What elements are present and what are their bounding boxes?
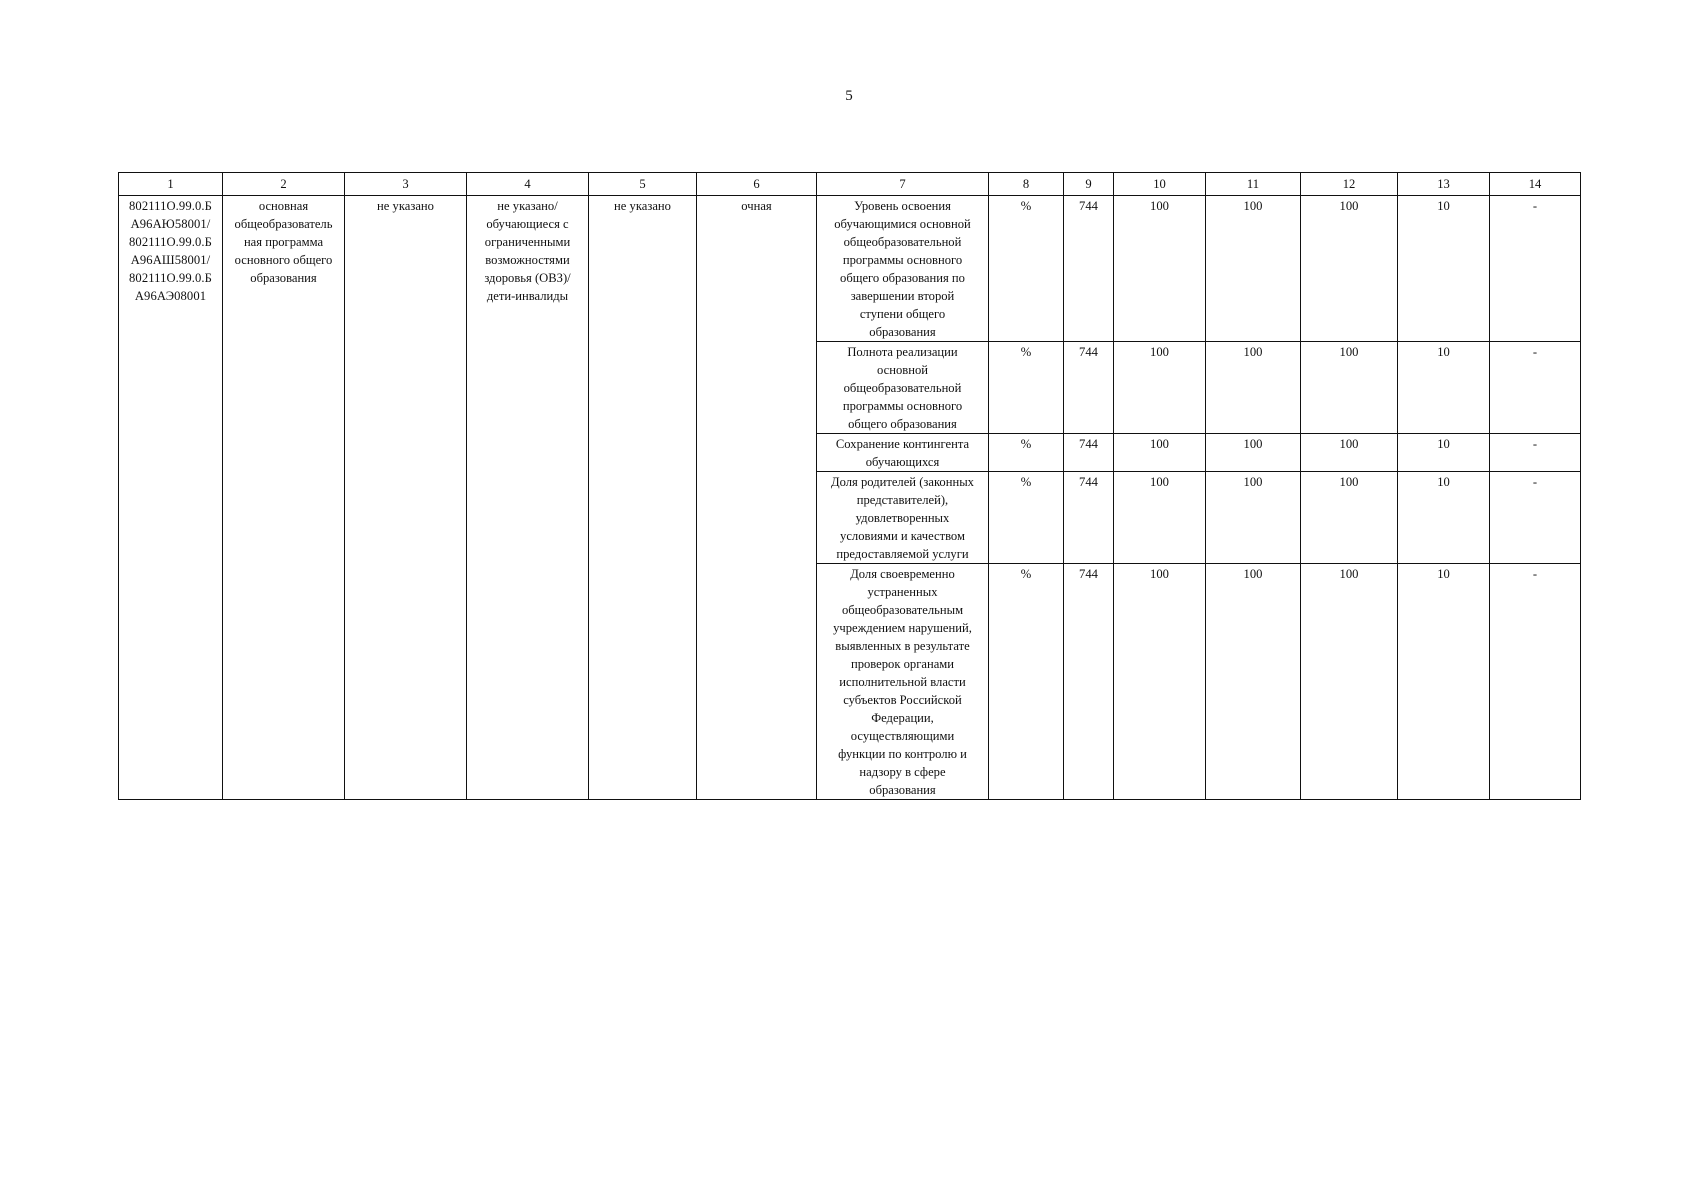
indicator-name-cell	[817, 342, 989, 434]
indicator-name-line: проверок органами	[850, 657, 955, 671]
indicator-name-line: завершении второй	[850, 289, 955, 303]
value-cell: 100	[1301, 342, 1398, 434]
value-cell: 100	[1206, 342, 1301, 434]
column-3-cell: не указано	[345, 196, 467, 800]
value-cell: 100	[1114, 342, 1206, 434]
indicator-name-cell	[817, 434, 989, 472]
unit-cell: %	[989, 564, 1064, 800]
indicator-name-line: Полнота реализации	[847, 345, 958, 359]
column-number: 13	[1398, 173, 1490, 196]
indicator-name-line: устраненных	[867, 585, 938, 599]
indicator-name-line: программы основного	[842, 253, 963, 267]
value-cell: 100	[1114, 472, 1206, 564]
program-line: ная программа	[243, 235, 324, 249]
registry-code-line: 802111О.99.0.Б	[129, 199, 212, 213]
column-number: 8	[989, 173, 1064, 196]
indicator-name-line: Доля родителей (законных	[831, 475, 974, 489]
column-14-cell: -	[1490, 196, 1581, 342]
column-number: 4	[467, 173, 589, 196]
indicator-name-line: ступени общего	[859, 307, 946, 321]
indicator-name-line: выявленных в результате	[835, 639, 970, 653]
program-cell	[223, 196, 345, 800]
indicator-name-line: основной	[877, 363, 928, 377]
column-5-cell: не указано	[589, 196, 697, 800]
column-number: 5	[589, 173, 697, 196]
unit-cell: %	[989, 342, 1064, 434]
indicator-name-line: Сохранение контингента	[835, 437, 970, 451]
form-cell: очная	[697, 196, 817, 800]
indicators-table	[118, 172, 1581, 800]
column-number: 11	[1206, 173, 1301, 196]
column-number: 12	[1301, 173, 1398, 196]
indicator-name-line: общего образования	[848, 417, 957, 431]
program-line: основная	[258, 199, 309, 213]
registry-code-line: А96АЭ08001	[134, 289, 207, 303]
category-line: возможностями	[485, 253, 570, 267]
registry-code-line: А96АШ58001/	[130, 253, 211, 267]
value-cell: 100	[1301, 564, 1398, 800]
unit-cell: %	[989, 472, 1064, 564]
column-number: 6	[697, 173, 817, 196]
okei-cell: 744	[1064, 342, 1114, 434]
value-cell: 100	[1114, 564, 1206, 800]
program-line: основного общего	[234, 253, 333, 267]
column-14-cell: -	[1490, 434, 1581, 472]
page-number: 5	[845, 88, 853, 104]
indicator-name-line: представителей),	[856, 493, 949, 507]
unit-cell: %	[989, 434, 1064, 472]
deviation-cell: 10	[1398, 434, 1490, 472]
indicator-name-line: исполнительной власти	[839, 675, 966, 689]
unit-cell: %	[989, 196, 1064, 342]
indicator-name-line: осуществляющими	[850, 729, 955, 743]
category-line: не указано/	[497, 199, 558, 213]
indicator-name-line: функции по контролю и	[838, 747, 967, 761]
program-line: общеобразователь	[234, 217, 333, 231]
table-row	[119, 196, 1581, 342]
okei-cell: 744	[1064, 564, 1114, 800]
registry-code-line: 802111О.99.0.Б	[129, 235, 212, 249]
indicator-name-line: субъектов Российской	[843, 693, 962, 707]
indicator-name-cell	[817, 564, 989, 800]
column-number: 1	[119, 173, 223, 196]
deviation-cell: 10	[1398, 472, 1490, 564]
column-14-cell: -	[1490, 342, 1581, 434]
deviation-cell: 10	[1398, 564, 1490, 800]
indicator-name-cell	[817, 196, 989, 342]
column-14-cell: -	[1490, 564, 1581, 800]
column-14-cell: -	[1490, 472, 1581, 564]
category-line: обучающиеся с	[486, 217, 569, 231]
indicator-name-line: условиями и качеством	[840, 529, 965, 543]
indicator-name-line: образования	[869, 325, 936, 339]
okei-cell: 744	[1064, 472, 1114, 564]
indicator-name-line: Уровень освоения	[854, 199, 951, 213]
column-number: 3	[345, 173, 467, 196]
indicator-name-line: общего образования по	[840, 271, 965, 285]
column-number: 9	[1064, 173, 1114, 196]
registry-code-cell	[119, 196, 223, 800]
category-line: ограниченными	[484, 235, 571, 249]
indicator-name-line: общеобразовательной	[843, 235, 962, 249]
okei-cell: 744	[1064, 434, 1114, 472]
indicator-name-line: учреждением нарушений,	[833, 621, 972, 635]
value-cell: 100	[1301, 472, 1398, 564]
indicator-name-line: программы основного	[842, 399, 963, 413]
column-number: 10	[1114, 173, 1206, 196]
column-number: 14	[1490, 173, 1581, 196]
column-number: 7	[817, 173, 989, 196]
value-cell: 100	[1114, 196, 1206, 342]
deviation-cell: 10	[1398, 196, 1490, 342]
registry-code-line: 802111О.99.0.Б	[129, 271, 212, 285]
indicator-name-line: Доля своевременно	[850, 567, 955, 581]
value-cell: 100	[1206, 196, 1301, 342]
category-line: здоровья (ОВЗ)/	[484, 271, 571, 285]
value-cell: 100	[1206, 472, 1301, 564]
value-cell: 100	[1114, 434, 1206, 472]
indicator-name-cell	[817, 472, 989, 564]
indicator-name-line: надзору в сфере	[859, 765, 946, 779]
okei-cell: 744	[1064, 196, 1114, 342]
value-cell: 100	[1206, 564, 1301, 800]
indicator-name-line: образования	[869, 783, 936, 797]
category-line: дети-инвалиды	[486, 289, 569, 303]
header-row	[119, 173, 1581, 196]
indicator-name-line: обучающихся	[865, 455, 940, 469]
column-number: 2	[223, 173, 345, 196]
value-cell: 100	[1301, 434, 1398, 472]
category-cell	[467, 196, 589, 800]
deviation-cell: 10	[1398, 342, 1490, 434]
value-cell: 100	[1301, 196, 1398, 342]
indicator-name-line: Федерации,	[871, 711, 934, 725]
indicator-name-line: обучающимися основной	[834, 217, 971, 231]
indicator-name-line: общеобразовательным	[841, 603, 964, 617]
registry-code-line: А96АЮ58001/	[130, 217, 211, 231]
indicator-name-line: предоставляемой услуги	[836, 547, 969, 561]
indicator-name-line: общеобразовательной	[843, 381, 962, 395]
value-cell: 100	[1206, 434, 1301, 472]
indicator-name-line: удовлетворенных	[855, 511, 950, 525]
program-line: образования	[250, 271, 317, 285]
